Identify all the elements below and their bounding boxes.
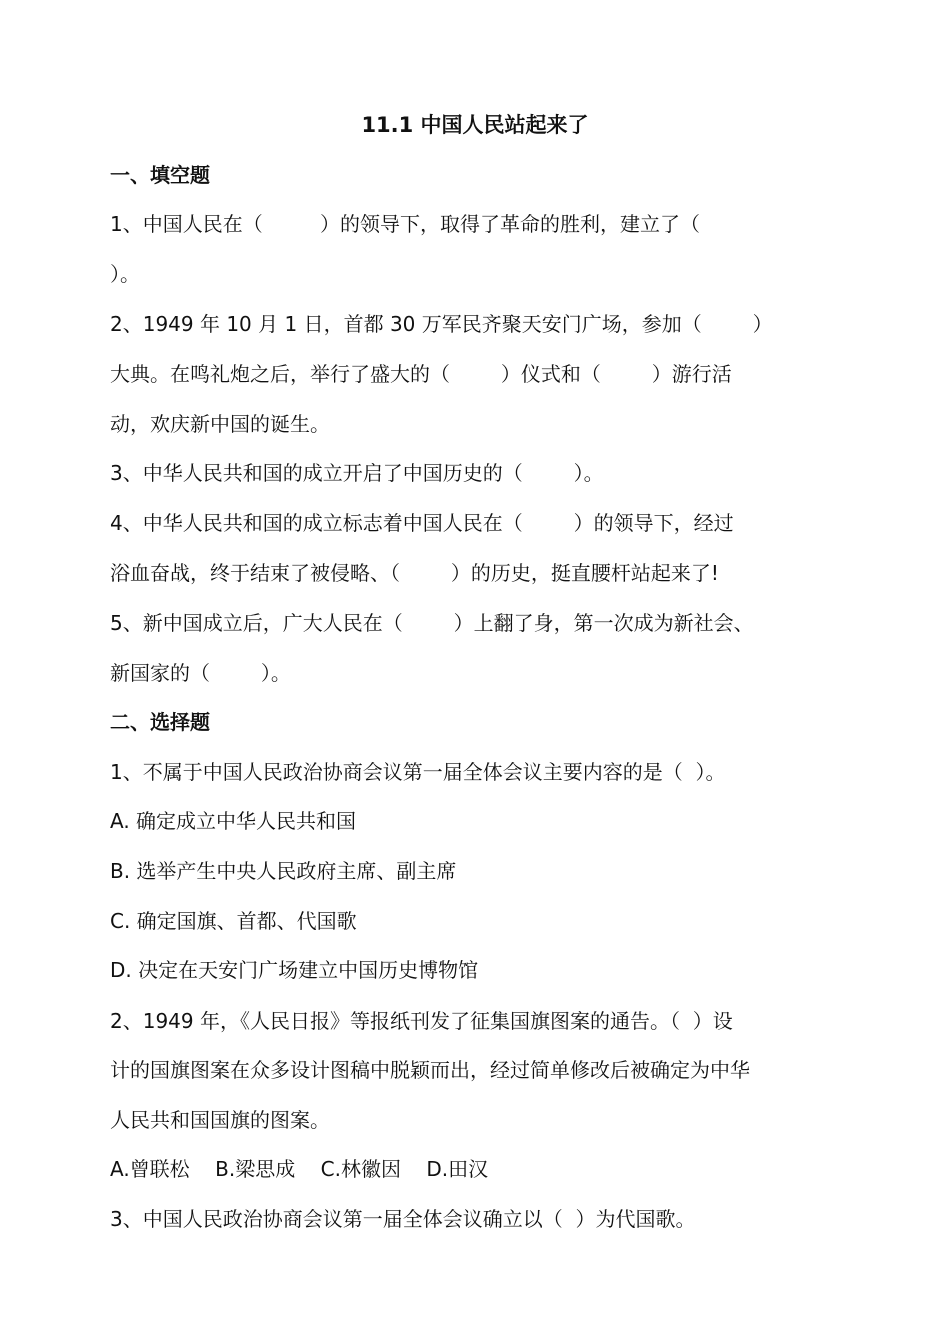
question-line: 2、1949 年 10 月 1 日，首都 30 万军民齐聚天安门广场，参加（ ） [110, 312, 773, 336]
option-line: B. 选举产生中央人民政府主席、副主席 [110, 859, 457, 883]
option-line: C. 确定国旗、首都、代国歌 [110, 909, 357, 933]
question-line: 2、1949 年，《人民日报》等报纸刊发了征集国旗图案的通告。（ ）设 [110, 1009, 733, 1033]
question-line: 人民共和国国旗的图案。 [110, 1108, 330, 1132]
question-line: 5、新中国成立后，广大人民在（ ）上翻了身，第一次成为新社会、 [110, 611, 754, 635]
section-heading-fill-blank: 一、填空题 [110, 163, 210, 187]
section-heading-multiple-choice: 二、选择题 [110, 710, 210, 734]
question-line: 新国家的（ ）。 [110, 661, 291, 685]
question-line: 1、中国人民在（ ）的领导下，取得了革命的胜利，建立了（ [110, 212, 700, 236]
option-line: A.曾联松 B.梁思成 C.林徽因 D.田汉 [110, 1157, 489, 1181]
question-line: 浴血奋战，终于结束了被侵略、（ ）的历史，挺直腰杆站起来了! [110, 561, 719, 585]
question-line: ）。 [110, 262, 140, 286]
question-line: 3、中国人民政治协商会议第一届全体会议确立以（ ）为代国歌。 [110, 1207, 696, 1231]
question-line: 4、中华人民共和国的成立标志着中国人民在（ ）的领导下，经过 [110, 511, 734, 535]
question-line: 计的国旗图案在众多设计图稿中脱颖而出，经过简单修改后被确定为中华 [110, 1058, 750, 1082]
question-line: 大典。在鸣礼炮之后，举行了盛大的（ ）仪式和（ ）游行活 [110, 362, 732, 386]
question-line: 1、不属于中国人民政治协商会议第一届全体会议主要内容的是（ ）。 [110, 760, 726, 784]
option-line: D. 决定在天安门广场建立中国历史博物馆 [110, 958, 479, 982]
document-title: 11.1 中国人民站起来了 [361, 113, 589, 137]
question-line: 3、中华人民共和国的成立开启了中国历史的（ ）。 [110, 461, 604, 485]
option-line: A. 确定成立中华人民共和国 [110, 809, 357, 833]
question-line: 动，欢庆新中国的诞生。 [110, 412, 330, 436]
